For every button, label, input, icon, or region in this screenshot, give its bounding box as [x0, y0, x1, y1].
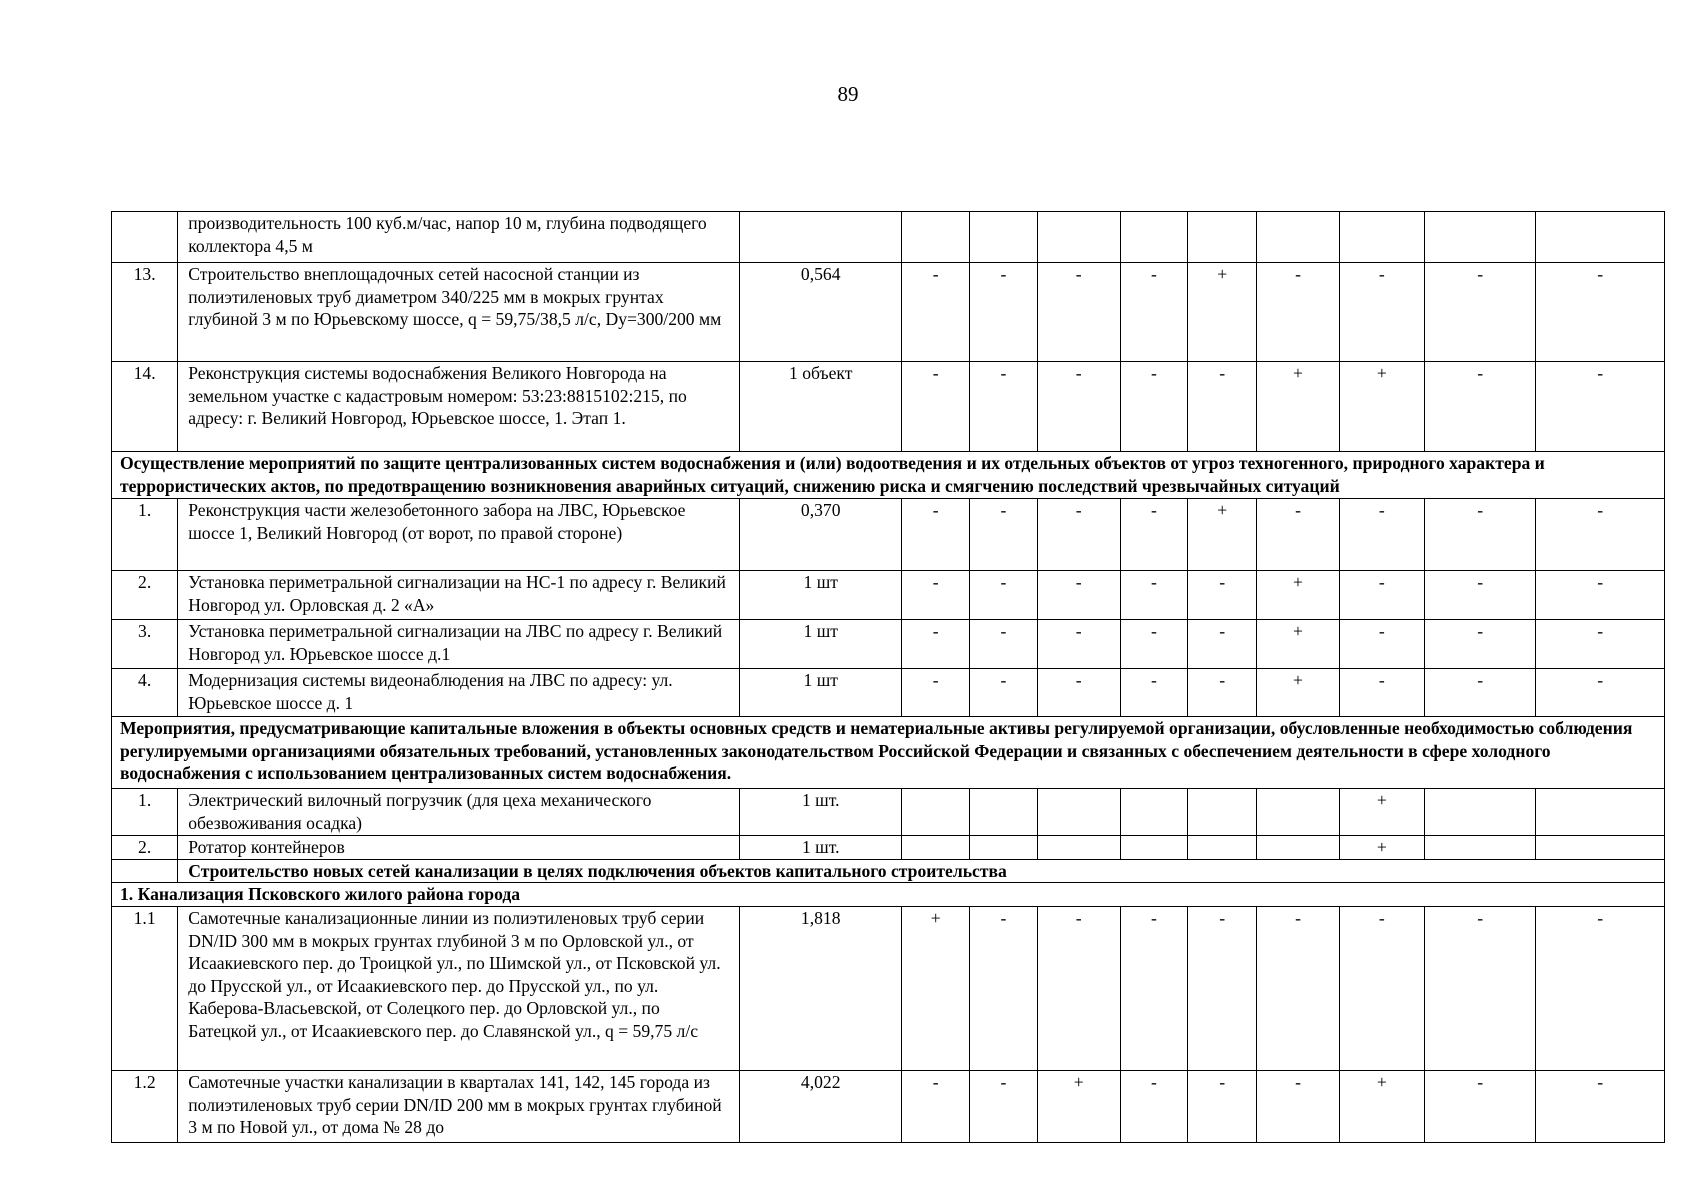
year-mark-cell: -	[1339, 571, 1424, 620]
table-row	[112, 789, 1665, 836]
year-mark-cell: -	[1188, 571, 1257, 620]
year-mark-cell: +	[1188, 263, 1257, 362]
year-mark-cell: -	[1037, 362, 1120, 452]
year-mark-cell	[1120, 789, 1187, 836]
year-mark-cell: -	[970, 669, 1037, 717]
year-mark-cell: -	[902, 669, 970, 717]
year-mark-cell: -	[1120, 263, 1187, 362]
item-number: 2.	[112, 571, 178, 620]
table-row	[112, 212, 1665, 263]
item-description: Электрический вилочный погрузчик (для цеха механического обезвоживания осадка)	[178, 789, 740, 836]
table-row	[112, 907, 1665, 1071]
year-mark-cell: +	[1257, 362, 1339, 452]
year-mark-cell	[1120, 836, 1187, 860]
year-mark-cell: -	[902, 620, 970, 669]
section-header-row	[112, 717, 1665, 789]
item-description: Модернизация системы видеонаблюдения на ЛВС по адресу: ул. Юрьевское шоссе д. 1	[178, 669, 740, 717]
item-number: 1.	[112, 499, 178, 571]
year-mark-cell: -	[1037, 669, 1120, 717]
item-number: 14.	[112, 362, 178, 452]
table-row	[112, 571, 1665, 620]
year-mark-cell	[1257, 836, 1339, 860]
item-number	[112, 212, 178, 263]
section-header-row	[112, 883, 1665, 907]
year-mark-cell: -	[1425, 1071, 1536, 1143]
year-mark-cell	[970, 789, 1037, 836]
year-mark-cell: -	[970, 571, 1037, 620]
item-description: Ротатор контейнеров	[178, 836, 740, 860]
year-mark-cell: -	[1536, 362, 1665, 452]
year-mark-cell	[1536, 212, 1665, 263]
year-mark-cell: -	[1536, 669, 1665, 717]
item-description: Установка периметральной сигнализации на НС-1 по адресу г. Великий Новгород ул. Орловская д. 2 «А»	[178, 571, 740, 620]
year-mark-cell: -	[1120, 907, 1187, 1071]
year-mark-cell: -	[1425, 362, 1536, 452]
year-mark-cell: -	[1425, 571, 1536, 620]
year-mark-cell: -	[1188, 362, 1257, 452]
year-mark-cell: -	[1536, 1071, 1665, 1143]
item-description: Строительство внеплощадочных сетей насосной станции из полиэтиленовых труб диаметром 340/225 мм в мокрых грунтах глубиной 3 м по Юрьевскому шоссе, q = 59,75/38,5 л/с, Dy=300/200 мм	[178, 263, 740, 362]
subsection-heading: Строительство новых сетей канализации в целях подключения объектов капитального строительства	[178, 859, 1665, 883]
year-mark-cell	[1037, 836, 1120, 860]
year-mark-cell	[1425, 212, 1536, 263]
year-mark-cell	[1257, 789, 1339, 836]
year-mark-cell: +	[1339, 362, 1424, 452]
year-mark-cell	[902, 789, 970, 836]
table-row	[112, 362, 1665, 452]
year-mark-cell	[1188, 836, 1257, 860]
year-mark-cell: -	[1188, 669, 1257, 717]
year-mark-cell: -	[1257, 1071, 1339, 1143]
item-quantity: 1 шт.	[740, 836, 902, 860]
year-mark-cell: -	[1120, 571, 1187, 620]
year-mark-cell: -	[1120, 499, 1187, 571]
year-mark-cell: -	[1425, 499, 1536, 571]
year-mark-cell: +	[1257, 620, 1339, 669]
item-quantity: 1 объект	[740, 362, 902, 452]
year-mark-cell: -	[1536, 571, 1665, 620]
table-row	[112, 263, 1665, 362]
year-mark-cell	[902, 836, 970, 860]
year-mark-cell: -	[970, 1071, 1037, 1143]
year-mark-cell: -	[1120, 1071, 1187, 1143]
section-heading: 1. Канализация Псковского жилого района города	[112, 883, 1665, 907]
year-mark-cell: -	[1037, 620, 1120, 669]
year-mark-cell	[1339, 212, 1424, 263]
year-mark-cell: -	[1257, 263, 1339, 362]
year-mark-cell: +	[1339, 836, 1424, 860]
year-mark-cell	[1188, 789, 1257, 836]
year-mark-cell: -	[902, 1071, 970, 1143]
year-mark-cell: +	[1339, 789, 1424, 836]
table-row	[112, 620, 1665, 669]
item-number: 1.2	[112, 1071, 178, 1143]
item-quantity: 0,564	[740, 263, 902, 362]
year-mark-cell: -	[970, 362, 1037, 452]
year-mark-cell	[1120, 212, 1187, 263]
year-mark-cell	[1037, 212, 1120, 263]
year-mark-cell: -	[970, 499, 1037, 571]
table-row	[112, 669, 1665, 717]
year-mark-cell: -	[1120, 669, 1187, 717]
year-mark-cell: +	[902, 907, 970, 1071]
year-mark-cell: -	[1037, 499, 1120, 571]
year-mark-cell: +	[1037, 1071, 1120, 1143]
year-mark-cell: -	[902, 263, 970, 362]
year-mark-cell: -	[1037, 571, 1120, 620]
year-mark-cell: -	[1536, 620, 1665, 669]
year-mark-cell	[970, 212, 1037, 263]
year-mark-cell: -	[902, 499, 970, 571]
item-quantity: 1 шт	[740, 571, 902, 620]
item-number: 4.	[112, 669, 178, 717]
year-mark-cell: -	[1037, 263, 1120, 362]
year-mark-cell: -	[1339, 669, 1424, 717]
item-quantity: 1,818	[740, 907, 902, 1071]
item-quantity: 1 шт	[740, 620, 902, 669]
year-mark-cell: +	[1188, 499, 1257, 571]
year-mark-cell	[1425, 836, 1536, 860]
year-mark-cell: -	[1037, 907, 1120, 1071]
year-mark-cell	[1188, 212, 1257, 263]
year-mark-cell: -	[1339, 263, 1424, 362]
year-mark-cell	[902, 212, 970, 263]
year-mark-cell: -	[1536, 499, 1665, 571]
item-number: 2.	[112, 836, 178, 860]
year-mark-cell: +	[1339, 1071, 1424, 1143]
year-mark-cell: -	[1536, 907, 1665, 1071]
year-mark-cell	[1037, 789, 1120, 836]
item-number: 1.	[112, 789, 178, 836]
year-mark-cell: +	[1257, 571, 1339, 620]
year-mark-cell: -	[970, 620, 1037, 669]
item-description: Реконструкция системы водоснабжения Великого Новгорода на земельном участке с кадастровым номером: 53:23:8815102:215, по адресу: г. Великий Новгород, Юрьевское шоссе, 1. Этап 1.	[178, 362, 740, 452]
item-description: Самотечные участки канализации в кварталах 141, 142, 145 города из полиэтиленовых труб серии DN/ID 200 мм в мокрых грунтах глубиной 3 м по Новой ул., от дома № 28 до	[178, 1071, 740, 1143]
year-mark-cell: -	[1339, 499, 1424, 571]
year-mark-cell: -	[1425, 669, 1536, 717]
year-mark-cell: -	[1188, 1071, 1257, 1143]
year-mark-cell: +	[1257, 669, 1339, 717]
year-mark-cell: -	[970, 263, 1037, 362]
empty-number-cell	[112, 859, 178, 883]
page-number: 89	[837, 82, 859, 106]
year-mark-cell	[970, 836, 1037, 860]
table-row	[112, 1071, 1665, 1143]
section-heading: Мероприятия, предусматривающие капитальные вложения в объекты основных средств и нематериальные активы регулируемой организации, обусловленные необходимостью соблюдения регулируемыми организациями обязательных требований, установленных законодательством Российской Федерации и связанных с обеспечением деятельности в сфере холодного водоснабжения с использованием централизованных систем водоснабжения.	[112, 717, 1665, 789]
section-header-row	[112, 452, 1665, 499]
item-number: 13.	[112, 263, 178, 362]
item-quantity: 0,370	[740, 499, 902, 571]
year-mark-cell: -	[1120, 620, 1187, 669]
subheading-row	[112, 859, 1665, 883]
item-description: производительность 100 куб.м/час, напор 10 м, глубина подводящего коллектора 4,5 м	[178, 212, 740, 263]
year-mark-cell: -	[1257, 499, 1339, 571]
item-description: Установка периметральной сигнализации на ЛВС по адресу г. Великий Новгород ул. Юрьевское шоссе д.1	[178, 620, 740, 669]
year-mark-cell	[1536, 789, 1665, 836]
item-description: Реконструкция части железобетонного забора на ЛВС, Юрьевское шоссе 1, Великий Новгород (от ворот, по правой стороне)	[178, 499, 740, 571]
year-mark-cell	[1425, 789, 1536, 836]
year-mark-cell: -	[1339, 620, 1424, 669]
year-mark-cell: -	[1425, 263, 1536, 362]
year-mark-cell: -	[1425, 907, 1536, 1071]
section-heading: Осуществление мероприятий по защите централизованных систем водоснабжения и (или) водоотведения и их отдельных объектов от угроз техногенного, природного характера и террористических актов, по предотвращению возникновения аварийных ситуаций, снижению риска и смягчению последствий чрезвычайных ситуаций	[112, 452, 1665, 499]
year-mark-cell: -	[1536, 263, 1665, 362]
item-quantity	[740, 212, 902, 263]
item-description: Самотечные канализационные линии из полиэтиленовых труб серии DN/ID 300 мм в мокрых грунтах глубиной 3 м по Орловской ул., от Исаакиевского пер. до Троицкой ул., по Шимской ул., от Псковской ул. до Прусской ул., от Исаакиевского пер. до Прусской ул., по ул. Каберова-Власьевской, от Солецкого пер. до Орловской ул., по Батецкой ул., от Исаакиевского пер. до Славянской ул., q = 59,75 л/с	[178, 907, 740, 1071]
item-number: 3.	[112, 620, 178, 669]
year-mark-cell: -	[902, 571, 970, 620]
table-row	[112, 499, 1665, 571]
year-mark-cell: -	[1425, 620, 1536, 669]
year-mark-cell: -	[970, 907, 1037, 1071]
item-quantity: 1 шт.	[740, 789, 902, 836]
year-mark-cell: -	[902, 362, 970, 452]
year-mark-cell: -	[1188, 620, 1257, 669]
year-mark-cell	[1257, 212, 1339, 263]
item-quantity: 4,022	[740, 1071, 902, 1143]
item-number: 1.1	[112, 907, 178, 1071]
year-mark-cell: -	[1339, 907, 1424, 1071]
investment-program-table	[111, 211, 1665, 1143]
table-row	[112, 836, 1665, 860]
year-mark-cell: -	[1188, 907, 1257, 1071]
year-mark-cell: -	[1120, 362, 1187, 452]
year-mark-cell: -	[1257, 907, 1339, 1071]
year-mark-cell	[1536, 836, 1665, 860]
item-quantity: 1 шт	[740, 669, 902, 717]
